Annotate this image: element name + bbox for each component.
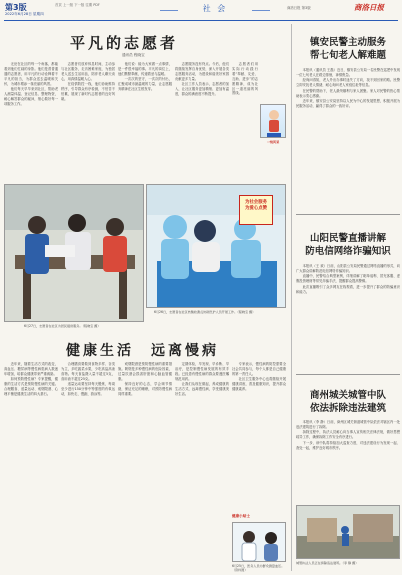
article2-col4: 定期体检，早发现、早诊断、早治疗，是控制慢性病发展的有效手段。已经患有慢性病的群众要遵医嘱规范用药。 让我们从现在做起，养成健康的生活方式，远离慢性病，享受健康美好生活。: [175, 362, 229, 396]
photo-sign-line1: 为社会服务: [245, 200, 267, 205]
photo-demolition-icon: [297, 506, 400, 559]
article1-inset-image: [260, 104, 286, 138]
article1-col3: 他们说：能为大家做一点事情，是一件很幸福的事。平凡的岗位上，他们默默奉献，传递着爱与温暖。 一次次的坚守，一次次的付出，汇聚成城市最温暖的力量，让志愿服务精神在社区生根发芽。: [118, 62, 172, 92]
article2-title[interactable]: 健康生活 远离慢病: [66, 343, 219, 359]
article2-photo-caption: 6月25日，医务人员为群众测量血压。（资料图）: [232, 564, 285, 573]
article2-col5: 专家表示，慢性病的防控需要全社会共同参与，每个人都是自己健康的第一责任人。 社区卫生服务中心也将继续开展健康讲座，普及健康知识，提升群众健康素养。: [232, 362, 286, 392]
story3-title-line1: 商州城关城管中队: [309, 390, 386, 401]
photo-sign: [239, 195, 273, 225]
story3-title-line2: 依法拆除违法建筑: [309, 403, 386, 414]
photo-health-check-icon: [233, 523, 286, 562]
article1-col4: 志愿服务没有终点。今后，他们将继续发挥自身优势，深入开展各类志愿服务活动，为建设和谐美好家园贡献更多力量。 社区工作人员表示，志愿者的加入，让社区服务更加精细、更加有温度，群众的满意度不断提升。: [175, 62, 229, 96]
right-column: [291, 24, 399, 571]
article1-photo-left-caption: 6月27日，志愿者在社区为居民提供服务。（程晓宝 摄）: [24, 324, 101, 328]
top-nav[interactable]: 首页 上一版 下一版 往期 PDF: [55, 3, 100, 7]
issue-info: 商洛日报 第3版: [287, 6, 311, 10]
divider-2: [296, 374, 400, 375]
divider-1: [296, 214, 400, 215]
main-column: [4, 24, 286, 571]
article1-inset-caption: 一线风采: [266, 140, 280, 144]
article2-photo: [232, 522, 286, 562]
story1-body: 本报讯（通讯员 王磊）近日，镇安县公安局一名民警在巡逻中发现一位七旬老人在路边徘徊，神情焦急。 经询问得知，老人外出办事时迷失了方向，找不到回家的路。民警立即安抚老人情绪，耐心询问老人家庭住址等信息。 在民警的帮助下，老人最终顺利与家人团聚。家人对民警的热心帮助表示衷心感谢。 近年来，镇安县公安局坚持以人民为中心的发展思想，积极开展为民服务活动，赢得了群众的一致好评。: [296, 68, 400, 108]
photo-volunteers-icon: [5, 185, 144, 322]
article1-col2: 志愿者们放弃休息时间，主动参与社区服务，走访困难家庭，为独居老人送去生活用品，陪伴老人聊天谈心，用真情温暖人心。 在疫情防控一线，他们协助维持秩序，引导群众有序检测，不怕苦不怕累，展现了新时代志愿者的良好风貌。: [61, 62, 115, 101]
story3-body: 本报讯（李 静）日前，商州区城关街道城管中队依法对辖区内一处违法建筑进行了拆除。 拆除过程中，执法人员耐心向当事人宣传相关法律法规，做好思想疏导工作，确保拆除工作安全有序进行。 下一步，该中队将持续加大巡查力度，对违法建设行为发现一起、查处一起，维护良好城市秩序。: [296, 420, 400, 450]
photo-sign-line2: 为爱心点赞: [245, 206, 267, 211]
story1-title[interactable]: [296, 36, 400, 62]
article1-photo-right-caption: 6月26日，志愿者在社区核酸检测点协助医护人员开展工作。（程晓宝 摄）: [154, 310, 256, 314]
volunteer-cartoon-icon: [261, 105, 286, 138]
story2-title[interactable]: [296, 232, 400, 258]
story3-photo: [296, 505, 400, 559]
page-number: 第3版: [5, 3, 27, 12]
story2-body: 本报讯（王 欢）日前，山阳县公安局民警通过网络直播的形式，向广大群众讲解防范电信网络诈骗知识。 直播中，民警结合典型案例，详细讲解了刷单返利、冒充客服、虚假投资理财等常见诈骗手法，提醒群众提高警惕。 此次直播吸引了众多网友在线观看，进一步提升了群众的防骗意识和能力。: [296, 264, 400, 294]
article2-col2: 合理膳食要做到食物多样、谷类为主，多吃蔬菜水果，少吃高盐高油食物。每天食盐摄入量不超过5克，食用油不超过25克。 适量运动要坚持每天锻炼，每周至少进行150分钟中等强度的有氧运动，如快走、慢跑、游泳等。: [61, 362, 115, 396]
story1-title-line2: 帮七旬老人解难题: [309, 50, 386, 61]
article2-col1: 近年来，随着生活方式的改变，高血压、糖尿病等慢性病患病人数逐年增加，给群众健康带来严重威胁。 如何预防慢性病？专家提醒，健康的生活方式是预防慢性病的关键。合理膳食、适量运动、戒烟限酒、心理平衡是健康生活的四大基石。: [4, 362, 58, 396]
section-label: 社 会: [202, 4, 228, 13]
header-divider: [4, 20, 398, 21]
page-header: [0, 0, 402, 22]
story3-title[interactable]: [296, 389, 400, 415]
story2-title-line2: 防电信网络诈骗知识: [305, 246, 391, 257]
page-date: 2022年6月28日 星期四: [5, 12, 44, 16]
article1-photo-left: [4, 184, 144, 322]
article2-inset-title: 健康小贴士: [232, 514, 250, 518]
section-title: [180, 3, 250, 17]
article1-photo-right: [146, 184, 286, 308]
article1-col1: 无论在社区的每一个角落，都能看到他们忙碌的身影。他们是普普通通的志愿者，用平凡的行动诠释着不平凡的担当，为群众送去温暖和关怀，为城市增添一抹亮丽的风景。 他们每天早早来到社区，帮助老人测量体温、登记信息、整理物资，耐心解答群众的疑问，细心做好每一项服务工作。: [4, 62, 58, 106]
article1-title[interactable]: 平凡的志愿者: [70, 34, 179, 52]
article2-col3: 戒烟限酒是预防慢性病的重要措施。吸烟是多种慢性病的危险因素，过量饮酒会损害肝脏和心脑血管健康。 保持良好的心态，学会调节情绪，保证充足的睡眠，对预防慢性病同样重要。: [118, 362, 172, 396]
article1-col5: 志愿者们用实际行动践行着“奉献、友爱、互助、进步”的志愿精神，成为社区一道亮丽的风景线。: [232, 62, 258, 96]
article1-byline: 通讯员 程晓宝: [122, 53, 145, 57]
paper-logo: 商洛日报: [354, 3, 384, 12]
story3-photo-caption: 城管执法人员正在拆除违法建筑。（李 静 摄）: [296, 561, 359, 565]
story2-title-line1: 山阳民警直播讲解: [309, 233, 386, 244]
story1-title-line1: 镇安民警主动服务: [309, 37, 386, 48]
